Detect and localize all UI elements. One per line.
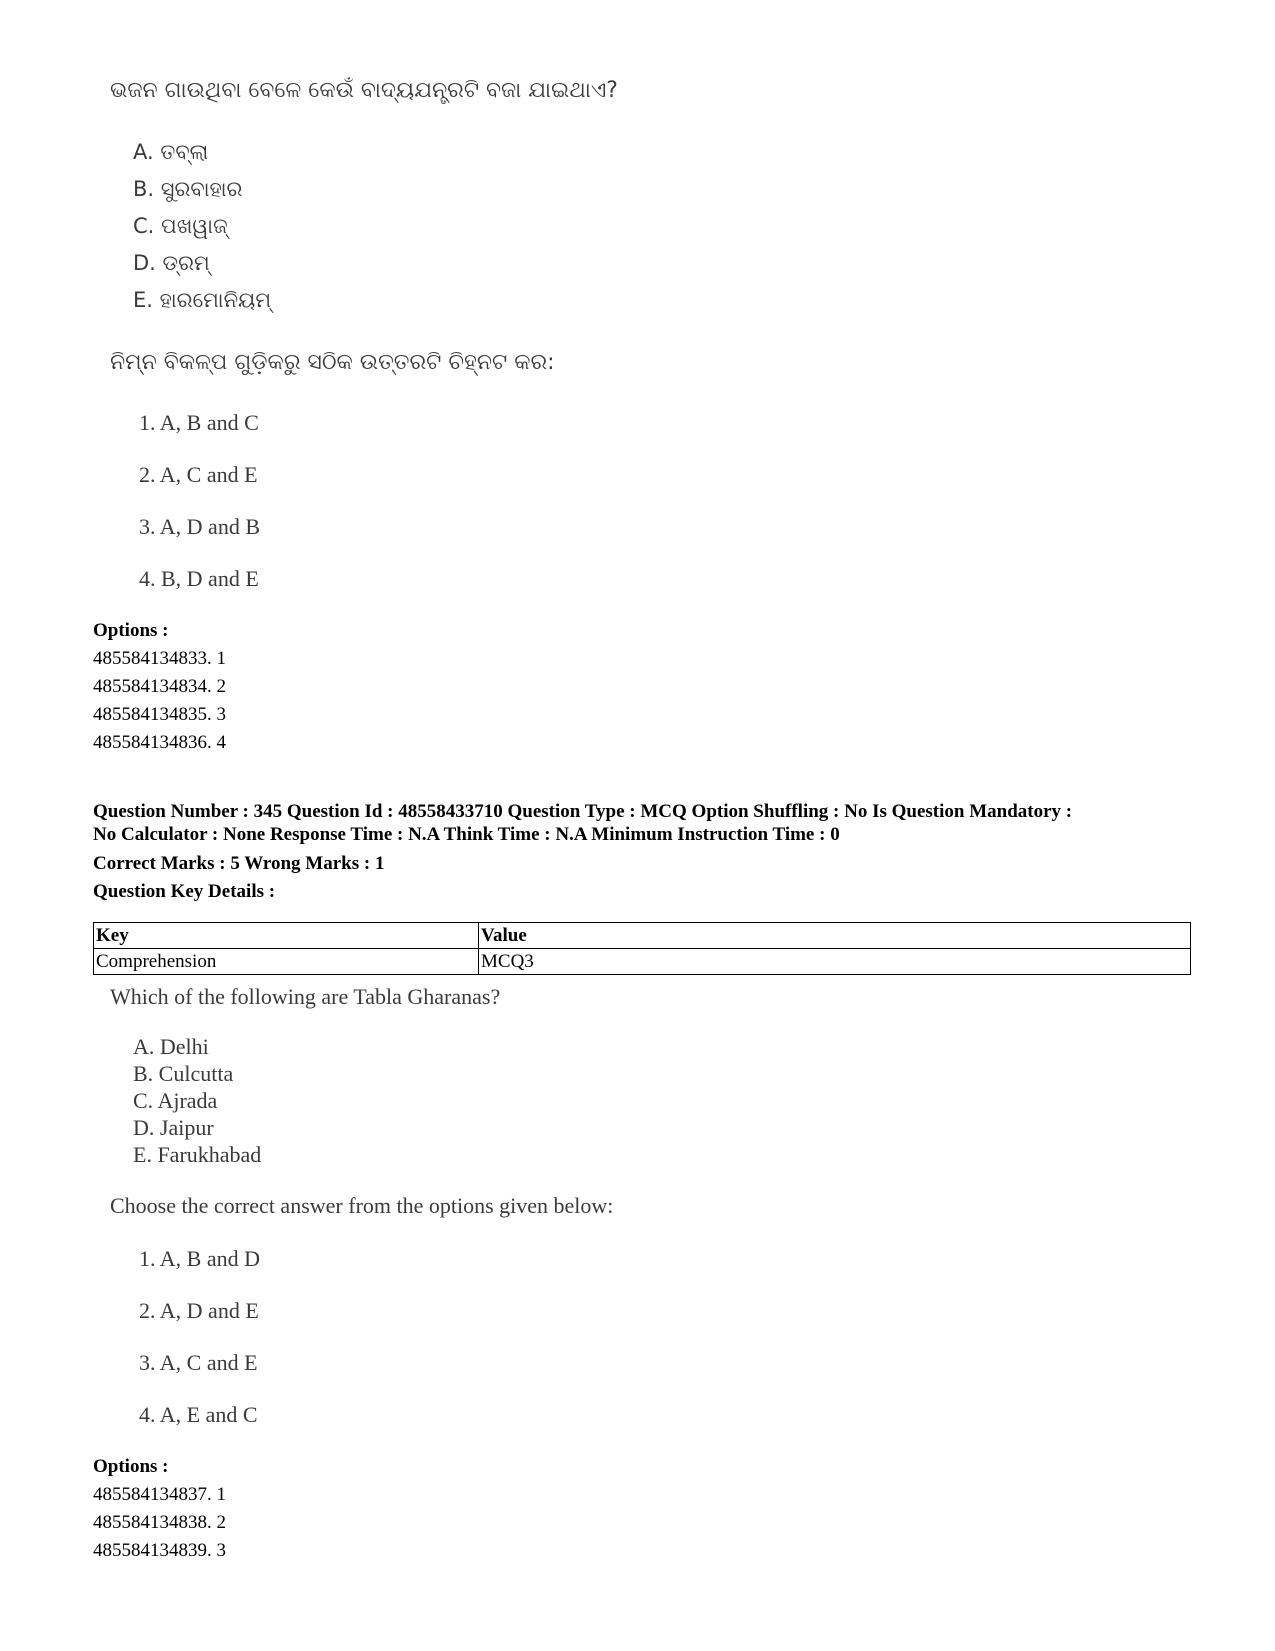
list-item: C. ପଖୱାଜ୍: [133, 214, 228, 238]
answer-choice: 4. B, D and E: [139, 566, 259, 591]
table-row: [94, 949, 1191, 975]
list-item: D. Jaipur: [133, 1115, 214, 1140]
list-item: C. Ajrada: [133, 1088, 218, 1113]
question-meta-line-2: No Calculator : None Response Time : N.A Think Time : N.A Minimum Instruction Time : 0: [93, 824, 840, 845]
list-item: A. ତବ୍‌ଲା: [133, 140, 209, 164]
table-header-value: Value: [479, 923, 1191, 949]
option-line: 485584134835. 3: [93, 704, 226, 725]
question-meta-line-1: Question Number : 345 Question Id : 48558433710 Question Type : MCQ Option Shuffling : No Is Question Mandatory :: [93, 801, 1073, 822]
list-item: E. Farukhabad: [133, 1142, 262, 1167]
answer-choice: 3. A, D and B: [139, 514, 260, 539]
answer-choice: 2. A, C and E: [139, 462, 258, 487]
table-header-row: [94, 923, 1191, 949]
option-line: 485584134833. 1: [93, 648, 226, 669]
key-details-heading: Question Key Details :: [93, 881, 276, 902]
options-heading: Options :: [93, 1456, 169, 1477]
question-text: Which of the following are Tabla Gharanas?: [110, 984, 501, 1009]
instruction-text: ନିମ୍ନ ବିକଳ୍ପ ଗୁଡ଼ିକରୁ ସଠିକ ଉତ୍ତରଟି ଚିହ୍ନଟ କର:: [110, 350, 555, 375]
option-line: 485584134839. 3: [93, 1540, 226, 1561]
answer-choice: 1. A, B and C: [139, 410, 259, 435]
table-cell-value: MCQ3: [479, 949, 1191, 975]
list-item: A. Delhi: [133, 1034, 209, 1059]
options-heading: Options :: [93, 620, 169, 641]
key-details-table: [93, 922, 1191, 975]
option-line: 485584134837. 1: [93, 1484, 226, 1505]
option-line: 485584134834. 2: [93, 676, 226, 697]
answer-choice: 4. A, E and C: [139, 1402, 258, 1427]
list-item: E. ହାରମୋନିୟମ୍: [133, 288, 272, 312]
answer-choice: 3. A, C and E: [139, 1350, 258, 1375]
option-line: 485584134838. 2: [93, 1512, 226, 1533]
table-cell-key: Comprehension: [94, 949, 479, 975]
table-header-key: Key: [94, 923, 479, 949]
question-text: ଭଜନ ଗାଉଥିବା ବେଳେ କେଉଁ ବାଦ୍ୟଯନ୍ତ୍ରଟି ବଜା ଯାଇଥାଏ?: [110, 78, 618, 103]
marks-line: Correct Marks : 5 Wrong Marks : 1: [93, 853, 385, 874]
option-line: 485584134836. 4: [93, 732, 226, 753]
list-item: B. ସୁରବାହାର: [133, 177, 243, 201]
instruction-text: Choose the correct answer from the options given below:: [110, 1193, 614, 1218]
list-item: B. Culcutta: [133, 1061, 234, 1086]
answer-choice: 1. A, B and D: [139, 1246, 260, 1271]
list-item: D. ଡ୍ରମ୍: [133, 251, 210, 275]
answer-choice: 2. A, D and E: [139, 1298, 259, 1323]
